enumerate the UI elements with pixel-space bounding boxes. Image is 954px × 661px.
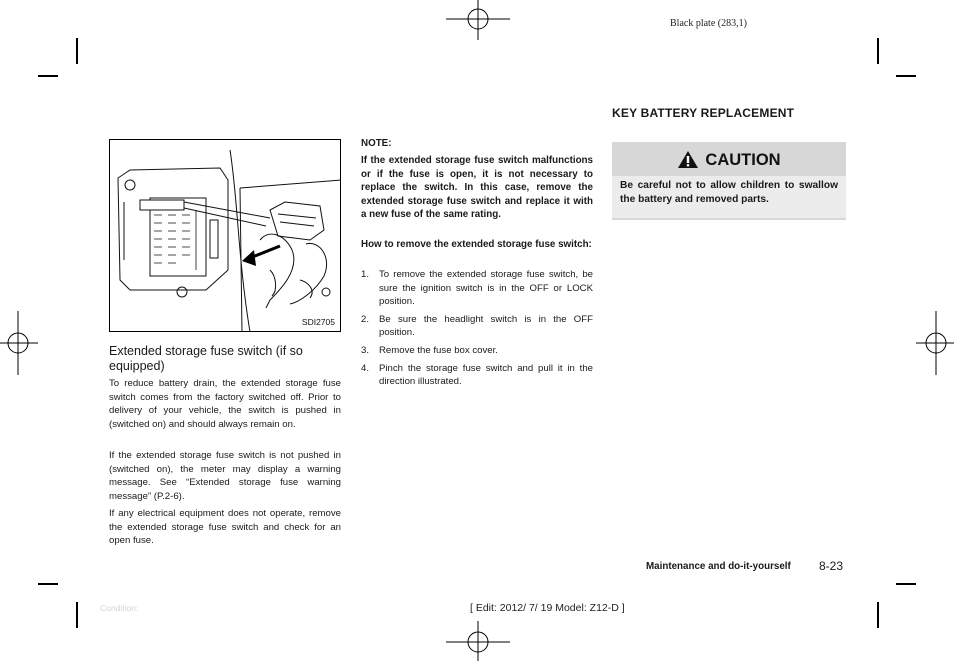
crop-mark — [877, 38, 879, 64]
figure-code: SDI2705 — [301, 317, 335, 327]
step-number: 4. — [361, 362, 370, 374]
plate-label: Black plate (283,1) — [670, 18, 747, 29]
step-number: 3. — [361, 344, 370, 356]
crop-mark — [38, 583, 58, 585]
fuse-switch-illustration — [109, 139, 341, 332]
condition-label: Condition: — [100, 603, 139, 613]
list-item — [361, 268, 593, 309]
registration-mark — [0, 311, 40, 375]
paragraph: If any electrical equipment does not operate, remove the extended storage fuse switch and check for an open fuse. — [109, 508, 341, 547]
warning-triangle-icon — [677, 150, 699, 174]
crop-mark — [896, 75, 916, 77]
registration-mark — [446, 619, 510, 661]
registration-mark — [914, 311, 954, 375]
footer-section-name: Maintenance and do-it-yourself — [646, 561, 791, 572]
step-text: Pinch the storage fuse switch and pull it in the direction illustrated. — [379, 362, 593, 388]
step-number: 1. — [361, 269, 370, 280]
note-label: NOTE: — [361, 138, 392, 149]
paragraph: To reduce battery drain, the extended storage fuse switch comes from the factory switched off. Prior to delivery of your vehicle, the switch is pushed in (switched on) and should always remain on. — [109, 378, 341, 430]
section-title: KEY BATTERY REPLACEMENT — [612, 106, 795, 120]
crop-mark — [76, 38, 78, 64]
crop-mark — [896, 583, 916, 585]
note-text: If the extended storage fuse switch malfunctions or if the fuse is open, it is not necessary to replace the switch. In this case, remove the extended storage fuse switch and replace it with a new fuse of the same rating. — [361, 155, 593, 221]
fuse-box-drawing — [110, 140, 341, 332]
list-item — [361, 313, 593, 340]
caution-body — [612, 176, 846, 218]
caution-header — [612, 150, 846, 174]
caution-text: Be careful not to allow children to swallow the battery and removed parts. — [620, 180, 838, 205]
crop-mark — [38, 75, 58, 77]
page-number: 8-23 — [819, 559, 844, 573]
crop-mark — [877, 602, 879, 628]
step-text: Remove the fuse box cover. — [379, 344, 498, 356]
step-number: 2. — [361, 313, 370, 325]
edit-info: [ Edit: 2012/ 7/ 19 Model: Z12-D ] — [470, 602, 625, 614]
paragraph: If the extended storage fuse switch is not pushed in (switched on), the meter may display a warning message. See “Extended storage fuse warning message” (P.2-6). — [109, 450, 341, 502]
step-text: Be sure the headlight switch is in the OFF position. — [379, 313, 593, 339]
list-item — [361, 362, 593, 389]
caution-title: CAUTION — [705, 151, 781, 169]
fuse-switch-subheading: Extended storage fuse switch (if so equipped) — [109, 344, 303, 373]
registration-mark — [446, 0, 510, 42]
caution-box — [612, 142, 846, 220]
crop-mark — [76, 602, 78, 628]
list-item — [361, 344, 593, 358]
step-text: To remove the extended storage fuse switch, be sure the ignition switch is in the OFF or LOCK position. — [379, 269, 593, 308]
how-to-heading: How to remove the extended storage fuse switch: — [361, 239, 592, 250]
removal-steps-list — [361, 268, 593, 393]
